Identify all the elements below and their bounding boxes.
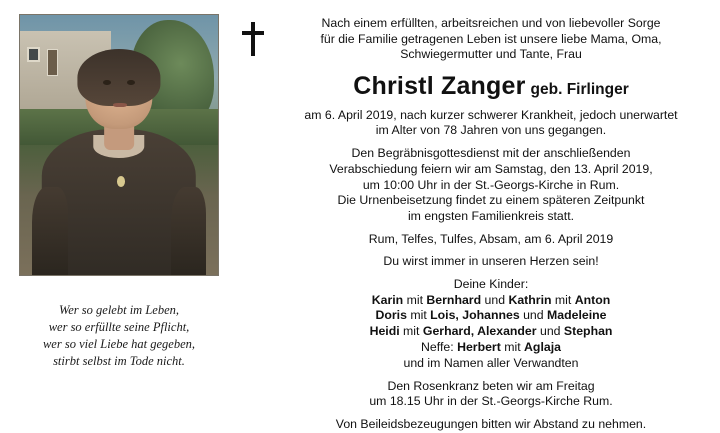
rosary-paragraph	[280, 379, 702, 411]
nephew-label: Neffe:	[421, 340, 458, 355]
photo-person-necklace-pendant	[117, 176, 125, 186]
child-name-doris: Doris	[375, 308, 407, 323]
photo-person-arm-right	[171, 187, 207, 275]
connector-und-3: und	[536, 324, 564, 339]
connector-mit-5: mit	[500, 340, 525, 355]
photo-person-hair	[77, 49, 160, 106]
death-line-1: am 6. April 2019, nach kurzer schwerer Krankheit, jedoch unerwartet	[304, 107, 678, 122]
death-paragraph	[280, 108, 702, 140]
photo-person-mouth	[113, 103, 127, 107]
verse-line-3: wer so viel Liebe hat gegeben,	[42, 337, 196, 351]
children-row-2	[280, 308, 702, 324]
deceased-name-main: Christl Zanger	[353, 71, 526, 100]
verse-line-2: wer so erfüllte seine Pflicht,	[48, 320, 190, 334]
partners-gerhard-alexander: Gerhard, Alexander	[422, 324, 537, 339]
cross-icon	[242, 22, 264, 56]
partner-madeleine: Madeleine	[547, 308, 607, 323]
service-line-3: um 10:00 Uhr in der St.-Georgs-Kirche in Rum.	[362, 177, 620, 192]
children-label: Deine Kinder:	[453, 276, 529, 291]
memorial-verse	[43, 302, 195, 370]
connector-mit-4: mit	[399, 324, 423, 339]
partner-anton: Anton	[574, 292, 611, 307]
relatives-line: und im Namen aller Verwandten	[403, 355, 579, 370]
connector-und-2: und	[519, 308, 548, 323]
places-and-date: Rum, Telfes, Tulfes, Absam, am 6. April 2019	[368, 232, 614, 247]
deceased-name-maiden: geb. Firlinger	[530, 80, 629, 98]
partner-stephan: Stephan	[563, 324, 613, 339]
portrait-photo	[19, 14, 219, 276]
service-paragraph	[280, 146, 702, 225]
intro-line-2: für die Familie getragenen Leben ist unsere liebe Mama, Oma,	[320, 31, 662, 46]
verse-line-4: stirbt selbst im Tode nicht.	[53, 354, 185, 368]
nephew-name: Herbert	[457, 340, 501, 355]
left-column	[0, 0, 232, 410]
urn-line-2: im engsten Familienkreis statt.	[407, 209, 575, 224]
child-name-kathrin: Kathrin	[508, 292, 552, 307]
death-line-2: im Alter von 78 Jahren von uns gegangen.	[375, 123, 607, 138]
deceased-name	[280, 72, 702, 101]
partners-lois-johannes: Lois, Johannes	[430, 308, 520, 323]
intro-line-3: Schwiegermutter und Tante, Frau	[400, 47, 582, 61]
child-name-karin: Karin	[371, 292, 404, 307]
connector-und-1: und	[481, 292, 509, 307]
cross-vertical-bar	[251, 22, 255, 56]
rosary-line-2: um 18.15 Uhr in der St.-Georgs-Kirche Rum.	[369, 394, 613, 409]
memory-line: Du wirst immer in unseren Herzen sein!	[383, 253, 599, 268]
connector-mit-1: mit	[403, 292, 427, 307]
intro-line-1: Nach einem erfüllten, arbeitsreichen und von liebevoller Sorge	[321, 16, 661, 30]
verse-line-1: Wer so gelebt im Leben,	[58, 303, 179, 317]
service-line-2: Verabschiedung feiern wir am Samstag, den 13. April 2019,	[329, 161, 653, 176]
intro-paragraph	[280, 16, 702, 63]
child-name-heidi: Heidi	[369, 324, 400, 339]
children-row-1	[280, 293, 702, 309]
photo-person-arm-left	[32, 187, 68, 275]
connector-mit-2: mit	[551, 292, 575, 307]
connector-mit-3: mit	[406, 308, 431, 323]
nephew-row	[280, 340, 702, 356]
service-line-1: Den Begräbnisgottesdienst mit der anschließenden	[351, 146, 631, 161]
photo-person-eye-right	[127, 80, 135, 85]
condolence-line: Von Beileidsbezeugungen bitten wir Abstand zu nehmen.	[335, 417, 647, 432]
nephew-partner: Aglaja	[524, 340, 561, 355]
urn-line-1: Die Urnenbeisetzung findet zu einem späteren Zeitpunkt	[337, 193, 645, 208]
children-list	[280, 293, 702, 372]
cross-horizontal-bar	[242, 31, 264, 35]
rosary-line-1: Den Rosenkranz beten wir am Freitag	[387, 378, 595, 393]
partner-bernhard: Bernhard	[426, 292, 482, 307]
notice-text-column	[232, 0, 720, 432]
photo-house-window	[27, 47, 40, 62]
children-row-3	[280, 324, 702, 340]
photo-house-door	[47, 49, 58, 76]
